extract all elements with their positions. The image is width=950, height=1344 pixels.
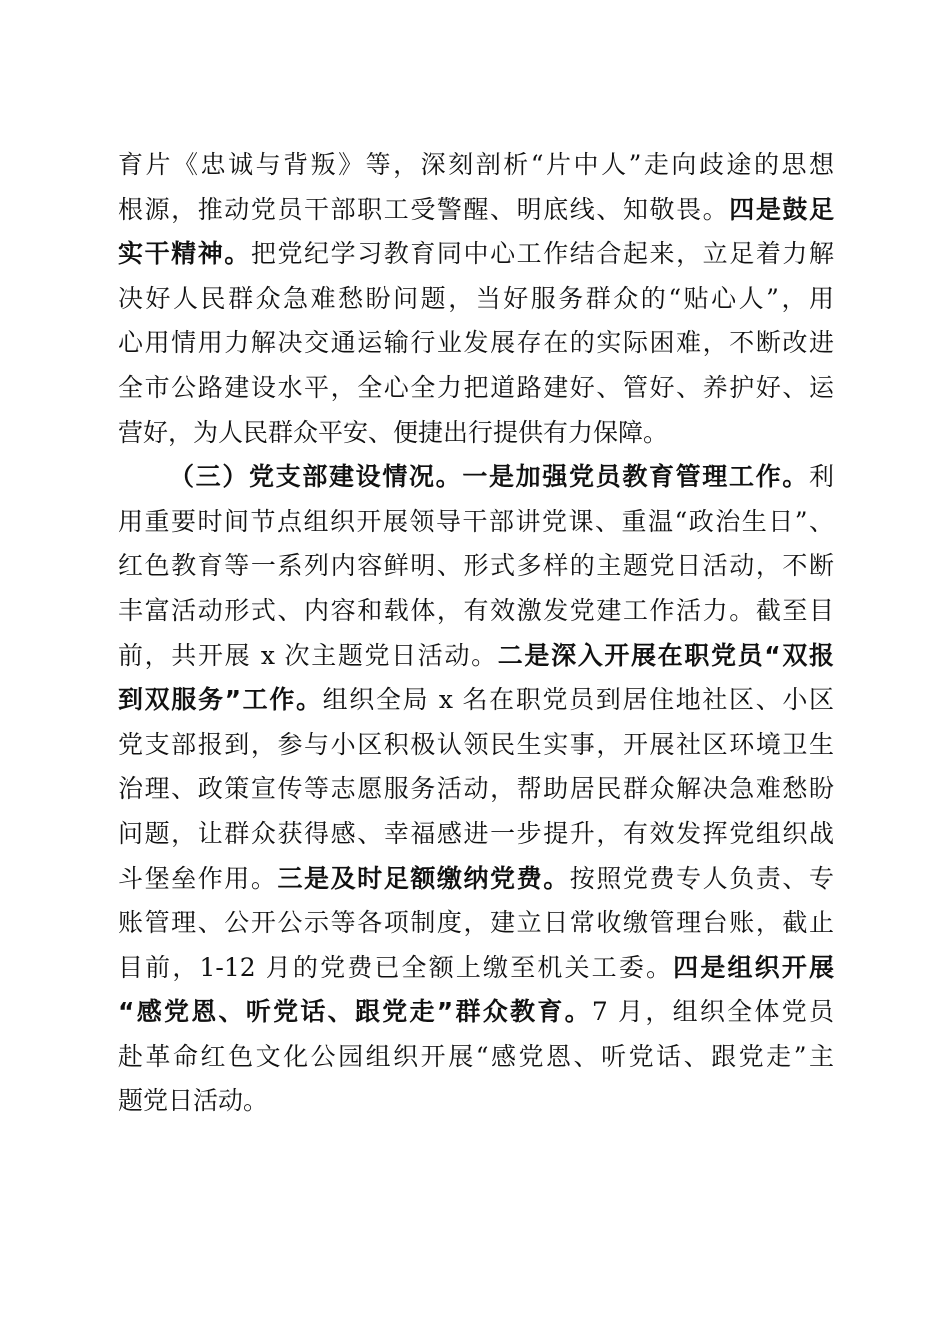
bold-heading: 实干精神。 [118,239,251,269]
text-line: 治理、政策宣传等志愿服务活动，帮助居民群众解决急难愁盼 [118,774,834,804]
text-line: 心用情用力解决交通运输行业发展存在的实际困难，不断改进 [118,328,834,358]
text-line: 丰富活动形式、内容和载体，有效激发党建工作活力。截至目 [118,595,834,625]
text-line: 问题，让群众获得感、幸福感进一步提升，有效发挥党组织战 [118,818,834,848]
text-line: 全市公路建设水平，全心全力把道路建好、管好、养护好、运 [118,372,834,402]
bold-heading: 三是及时足额缴纳党费。 [277,863,570,893]
text-line: 营好，为人民群众平安、便捷出行提供有力保障。 [118,417,669,447]
text-line: 到双服务”工作。组织全局 x 名在职党员到居住地社区、小区 [118,685,834,715]
text-line: 目前，1-12 月的党费已全额上缴至机关工委。四是组织开展 [118,952,834,982]
bold-heading: 到双服务”工作。 [118,685,323,715]
text-line: 红色教育等一系列内容鲜明、形式多样的主题党日活动，不断 [118,551,834,581]
document-body [118,143,834,1124]
text-line: 用重要时间节点组织开展领导干部讲党课、重温“政治生日”、 [118,506,834,536]
bold-heading: 四是鼓足 [729,194,834,224]
text-line: 账管理、公开公示等各项制度，建立日常收缴管理台账，截止 [118,908,834,938]
text-line: 斗堡垒作用。三是及时足额缴纳党费。按照党费专人负责、专 [118,863,834,893]
text-line: 决好人民群众急难愁盼问题，当好服务群众的“贴心人”，用 [118,283,834,313]
text-line: 党支部报到，参与小区积极认领民生实事，开展社区环境卫生 [118,729,834,759]
text-line: “感党恩、听党话、跟党走”群众教育。7 月，组织全体党员 [118,997,834,1027]
text-line: 前，共开展 x 次主题党日活动。二是深入开展在职党员“双报 [118,640,835,670]
bold-heading: 二是深入开展在职党员“双报 [497,640,835,670]
text-line: 育片《忠诚与背叛》等，深刻剖析“片中人”走向歧途的思想 [118,150,834,179]
section-heading: （三）党支部建设情况。一是加强党员教育管理工作。 [169,462,809,492]
text-line: 赴革命红色文化公园组织开展“感党恩、听党话、跟党走”主 [118,1041,834,1071]
section-heading-line: （三）党支部建设情况。一是加强党员教育管理工作。利 [169,462,834,492]
bold-heading: 四是组织开展 [673,952,834,982]
bold-heading: “感党恩、听党话、跟党走”群众教育。 [118,997,592,1027]
text-line: 根源，推动党员干部职工受警醒、明底线、知敬畏。四是鼓足 [118,194,834,224]
text-line: 实干精神。把党纪学习教育同中心工作结合起来，立足着力解 [118,239,834,269]
text-line: 题党日活动。 [118,1086,269,1116]
